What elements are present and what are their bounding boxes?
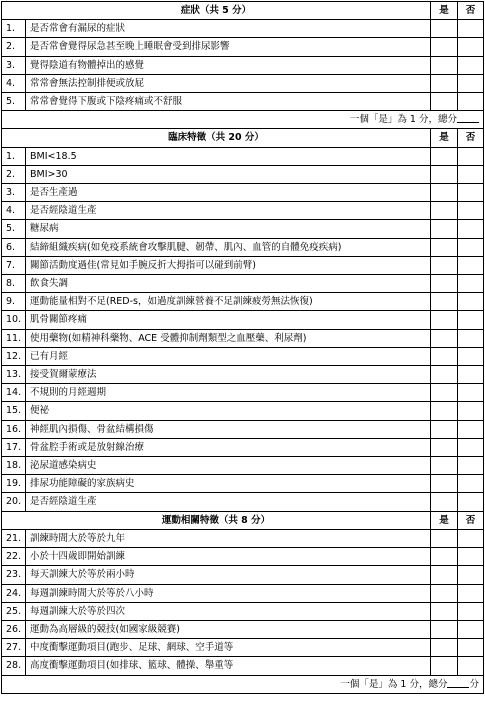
yes-answer-cell[interactable] [431, 238, 458, 256]
question-row [2, 20, 484, 38]
question-row [2, 311, 484, 329]
yes-answer-cell[interactable] [431, 20, 458, 38]
yes-answer-cell[interactable] [431, 493, 458, 511]
question-text: 糖尿病 [26, 220, 431, 238]
question-number: 2. [2, 38, 26, 56]
question-number: 22. [2, 548, 26, 566]
no-answer-cell[interactable] [458, 20, 484, 38]
question-text: 是否經陰道生產 [26, 202, 431, 220]
no-answer-cell[interactable] [458, 56, 484, 74]
question-number: 15. [2, 402, 26, 420]
question-number: 26. [2, 620, 26, 638]
question-row [2, 293, 484, 311]
question-text: BMI>30 [26, 165, 431, 183]
question-text: 飲食失調 [26, 275, 431, 293]
question-row [2, 384, 484, 402]
no-column-header: 否 [458, 2, 484, 20]
no-answer-cell[interactable] [458, 165, 484, 183]
yes-answer-cell[interactable] [431, 420, 458, 438]
question-row [2, 202, 484, 220]
no-answer-cell[interactable] [458, 548, 484, 566]
no-answer-cell[interactable] [458, 293, 484, 311]
question-number: 28. [2, 657, 26, 675]
no-answer-cell[interactable] [458, 238, 484, 256]
question-text: 接受賀爾蒙療法 [26, 366, 431, 384]
no-answer-cell[interactable] [458, 620, 484, 638]
no-answer-cell[interactable] [458, 566, 484, 584]
question-text: 不規則的月經週期 [26, 384, 431, 402]
question-number: 2. [2, 165, 26, 183]
no-answer-cell[interactable] [458, 384, 484, 402]
question-number: 27. [2, 639, 26, 657]
question-row [2, 93, 484, 111]
question-number: 24. [2, 584, 26, 602]
section-header-row [2, 2, 484, 20]
yes-answer-cell[interactable] [431, 147, 458, 165]
yes-answer-cell[interactable] [431, 457, 458, 475]
no-answer-cell[interactable] [458, 329, 484, 347]
yes-answer-cell[interactable] [431, 602, 458, 620]
question-number: 25. [2, 602, 26, 620]
question-row [2, 220, 484, 238]
yes-answer-cell[interactable] [431, 384, 458, 402]
no-answer-cell[interactable] [458, 457, 484, 475]
question-text: 是否生產過 [26, 184, 431, 202]
score-row [2, 111, 484, 129]
yes-column-header: 是 [431, 2, 458, 20]
no-answer-cell[interactable] [458, 529, 484, 547]
yes-answer-cell[interactable] [431, 529, 458, 547]
question-number: 14. [2, 384, 26, 402]
yes-answer-cell[interactable] [431, 93, 458, 111]
no-answer-cell[interactable] [458, 639, 484, 657]
question-number: 3. [2, 56, 26, 74]
section-title: 症狀（共 5 分） [2, 2, 431, 20]
question-number: 16. [2, 420, 26, 438]
question-number: 6. [2, 238, 26, 256]
question-text: 運動為高層級的競技(如國家級競賽) [26, 620, 431, 638]
yes-answer-cell[interactable] [431, 566, 458, 584]
question-number: 3. [2, 184, 26, 202]
question-number: 18. [2, 457, 26, 475]
yes-answer-cell[interactable] [431, 402, 458, 420]
question-text: 肌骨關節疼痛 [26, 311, 431, 329]
question-number: 4. [2, 202, 26, 220]
yes-answer-cell[interactable] [431, 438, 458, 456]
score-label: 一個「是」為 1 分，總分 [340, 678, 448, 690]
yes-column-header: 是 [431, 511, 458, 529]
no-answer-cell[interactable] [458, 584, 484, 602]
total-score-blank[interactable] [447, 676, 469, 688]
question-row [2, 657, 484, 675]
question-text: 是否常會有漏尿的症狀 [26, 20, 431, 38]
question-text: 是否經陰道生產 [26, 493, 431, 511]
question-number: 23. [2, 566, 26, 584]
question-row [2, 184, 484, 202]
question-row [2, 238, 484, 256]
question-text: 結締組織疾病(如免疫系統會攻擊肌腱、韌帶、肌內、血管的自體免疫疾病) [26, 238, 431, 256]
question-number: 1. [2, 147, 26, 165]
no-answer-cell[interactable] [458, 475, 484, 493]
question-text: 訓練時間大於等於九年 [26, 529, 431, 547]
question-text: 常常會無法控制排便或放屁 [26, 74, 431, 92]
question-row [2, 457, 484, 475]
question-text: 每週訓練時間大於等於八小時 [26, 584, 431, 602]
question-row [2, 548, 484, 566]
question-row [2, 366, 484, 384]
no-answer-cell[interactable] [458, 347, 484, 365]
question-number: 8. [2, 275, 26, 293]
question-text: 常常會覺得下腹或下陰疼痛或不舒服 [26, 93, 431, 111]
no-answer-cell[interactable] [458, 602, 484, 620]
question-row [2, 420, 484, 438]
score-label: 一個「是」為 1 分，總分 [349, 114, 457, 126]
yes-answer-cell[interactable] [431, 56, 458, 74]
question-number: 13. [2, 366, 26, 384]
yes-answer-cell[interactable] [431, 475, 458, 493]
question-text: 每週訓練大於等於四次 [26, 602, 431, 620]
yes-answer-cell[interactable] [431, 38, 458, 56]
question-row [2, 56, 484, 74]
yes-answer-cell[interactable] [431, 657, 458, 675]
question-row [2, 438, 484, 456]
question-text: 已有月經 [26, 347, 431, 365]
yes-answer-cell[interactable] [431, 275, 458, 293]
question-number: 11. [2, 329, 26, 347]
question-row [2, 475, 484, 493]
question-row [2, 493, 484, 511]
question-row [2, 329, 484, 347]
no-answer-cell[interactable] [458, 311, 484, 329]
no-answer-cell[interactable] [458, 220, 484, 238]
yes-answer-cell[interactable] [431, 202, 458, 220]
no-answer-cell[interactable] [458, 493, 484, 511]
question-text: 泌尿道感染病史 [26, 457, 431, 475]
question-row [2, 256, 484, 274]
yes-answer-cell[interactable] [431, 293, 458, 311]
question-row [2, 566, 484, 584]
yes-answer-cell[interactable] [431, 329, 458, 347]
yes-answer-cell[interactable] [431, 165, 458, 183]
questionnaire-table [1, 1, 484, 694]
question-text: 使用藥物(如精神科藥物、ACE 受體抑制劑類型之血壓藥、利尿劑) [26, 329, 431, 347]
question-number: 17. [2, 438, 26, 456]
question-number: 4. [2, 74, 26, 92]
question-number: 20. [2, 493, 26, 511]
score-unit: 分 [469, 678, 479, 690]
question-text: 骨盆腔手術或是放射線治療 [26, 438, 431, 456]
no-answer-cell[interactable] [458, 38, 484, 56]
yes-answer-cell[interactable] [431, 347, 458, 365]
no-answer-cell[interactable] [458, 147, 484, 165]
total-score-blank[interactable] [457, 111, 479, 123]
yes-answer-cell[interactable] [431, 620, 458, 638]
question-text: 神經肌內損傷、骨盆結構損傷 [26, 420, 431, 438]
question-number: 10. [2, 311, 26, 329]
question-row [2, 165, 484, 183]
question-text: 是否常會覺得尿急甚至晚上睡眠會受到排尿影響 [26, 38, 431, 56]
yes-answer-cell[interactable] [431, 548, 458, 566]
yes-answer-cell[interactable] [431, 184, 458, 202]
no-answer-cell[interactable] [458, 202, 484, 220]
yes-column-header: 是 [431, 129, 458, 147]
question-row [2, 347, 484, 365]
no-answer-cell[interactable] [458, 256, 484, 274]
question-row [2, 602, 484, 620]
question-number: 1. [2, 20, 26, 38]
yes-answer-cell[interactable] [431, 366, 458, 384]
no-column-header: 否 [458, 511, 484, 529]
no-answer-cell[interactable] [458, 438, 484, 456]
yes-answer-cell[interactable] [431, 256, 458, 274]
question-text: 高度衝擊運動項目(如排球、籃球、體操、舉重等 [26, 657, 431, 675]
section-title: 運動相關特徵（共 8 分） [2, 511, 431, 529]
no-answer-cell[interactable] [458, 275, 484, 293]
question-row [2, 402, 484, 420]
question-text: 小於十四歲即開始訓練 [26, 548, 431, 566]
question-row [2, 529, 484, 547]
no-answer-cell[interactable] [458, 420, 484, 438]
question-number: 7. [2, 256, 26, 274]
question-row [2, 147, 484, 165]
question-row [2, 639, 484, 657]
yes-answer-cell[interactable] [431, 311, 458, 329]
question-text: 排尿功能障礙的家族病史 [26, 475, 431, 493]
question-number: 5. [2, 220, 26, 238]
question-text: 運動能量相對不足(RED-s，如過度訓練營養不足訓練疲勞無法恢復) [26, 293, 431, 311]
question-text: BMI<18.5 [26, 147, 431, 165]
question-number: 21. [2, 529, 26, 547]
question-number: 9. [2, 293, 26, 311]
yes-answer-cell[interactable] [431, 584, 458, 602]
question-row [2, 620, 484, 638]
score-cell [2, 675, 484, 693]
yes-answer-cell[interactable] [431, 639, 458, 657]
question-number: 5. [2, 93, 26, 111]
no-answer-cell[interactable] [458, 184, 484, 202]
question-row [2, 38, 484, 56]
question-text: 中度衝擊運動項目(跑步、足球、網球、空手道等 [26, 639, 431, 657]
score-cell [2, 111, 484, 129]
no-answer-cell[interactable] [458, 657, 484, 675]
no-column-header: 否 [458, 129, 484, 147]
section-header-row [2, 511, 484, 529]
score-row [2, 675, 484, 693]
question-row [2, 74, 484, 92]
no-answer-cell[interactable] [458, 93, 484, 111]
question-number: 12. [2, 347, 26, 365]
section-title: 臨床特徵（共 20 分） [2, 129, 431, 147]
yes-answer-cell[interactable] [431, 220, 458, 238]
no-answer-cell[interactable] [458, 366, 484, 384]
question-number: 19. [2, 475, 26, 493]
question-text: 每天訓練大於等於兩小時 [26, 566, 431, 584]
question-text: 關節活動度過佳(常見如手腕反折大拇指可以碰到前臂) [26, 256, 431, 274]
question-text: 便祕 [26, 402, 431, 420]
question-row [2, 275, 484, 293]
question-row [2, 584, 484, 602]
no-answer-cell[interactable] [458, 74, 484, 92]
section-header-row [2, 129, 484, 147]
question-text: 覺得陰道有物體掉出的感覺 [26, 56, 431, 74]
no-answer-cell[interactable] [458, 402, 484, 420]
yes-answer-cell[interactable] [431, 74, 458, 92]
